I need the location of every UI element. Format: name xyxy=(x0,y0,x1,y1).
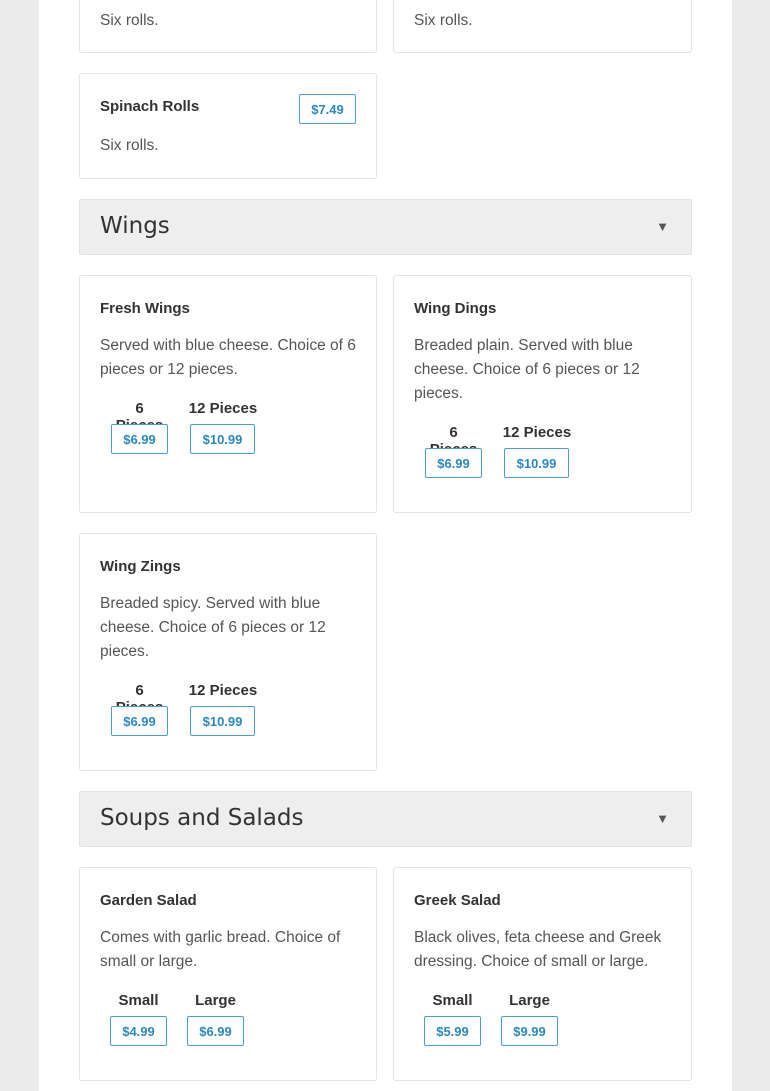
menu-item-card xyxy=(393,275,692,513)
size-label: 12 Pieces xyxy=(188,400,258,417)
menu-item-card xyxy=(393,867,692,1081)
description-line: pieces or 12 pieces. xyxy=(100,361,238,378)
item-title: Spinach Rolls xyxy=(100,98,200,115)
menu-item-card xyxy=(79,73,377,179)
price-button[interactable]: $5.99 xyxy=(424,1016,481,1046)
price-button[interactable]: $10.99 xyxy=(190,706,255,736)
chevron-down-icon: ▼ xyxy=(656,811,669,826)
menu-page xyxy=(39,0,732,1091)
price-button[interactable]: $4.99 xyxy=(110,1016,167,1046)
menu-item-card xyxy=(79,867,377,1081)
chevron-down-icon: ▼ xyxy=(656,219,669,234)
price-button[interactable]: $9.99 xyxy=(501,1016,558,1046)
description-line: Breaded plain. Served with blue xyxy=(414,337,633,354)
description-line: cheese. Choice of 6 pieces or 12 xyxy=(414,361,640,378)
menu-item-card xyxy=(79,533,377,771)
item-description xyxy=(100,926,340,974)
size-label: Large xyxy=(195,992,236,1009)
size-label: Large xyxy=(509,992,550,1009)
description-line: Served with blue cheese. Choice of 6 xyxy=(100,337,356,354)
menu-item-card xyxy=(79,0,377,53)
item-title: Wing Zings xyxy=(100,558,181,575)
menu-item-card xyxy=(79,275,377,513)
size-label: 6 xyxy=(449,424,458,441)
size-label: Small xyxy=(118,992,159,1009)
item-description: Six rolls. xyxy=(414,12,473,29)
size-label: 6 xyxy=(135,682,144,699)
item-description xyxy=(100,334,356,382)
price-button[interactable]: $10.99 xyxy=(504,448,569,478)
section-header-soups-and-salads[interactable] xyxy=(79,791,692,847)
price-button[interactable]: $6.99 xyxy=(187,1016,244,1046)
size-label: 6 xyxy=(135,400,144,417)
description-line: small or large. xyxy=(100,953,198,970)
price-button[interactable]: $6.99 xyxy=(111,706,168,736)
price-button[interactable]: $10.99 xyxy=(190,424,255,454)
item-description: Six rolls. xyxy=(100,12,159,29)
menu-item-card xyxy=(393,0,692,53)
price-button[interactable]: $7.49 xyxy=(299,94,356,124)
size-label: 12 Pieces xyxy=(502,424,572,441)
item-description: Six rolls. xyxy=(100,137,159,154)
item-title: Fresh Wings xyxy=(100,300,190,317)
item-title: Wing Dings xyxy=(414,300,497,317)
item-description xyxy=(414,334,640,406)
price-button[interactable]: $6.99 xyxy=(425,448,482,478)
section-title: Wings xyxy=(100,213,170,239)
section-title: Soups and Salads xyxy=(100,805,304,831)
description-line: cheese. Choice of 6 pieces or 12 xyxy=(100,619,326,636)
description-line: pieces. xyxy=(100,643,150,660)
item-description xyxy=(414,926,661,974)
description-line: pieces. xyxy=(414,385,464,402)
size-label: 12 Pieces xyxy=(188,682,258,699)
description-line: dressing. Choice of small or large. xyxy=(414,953,649,970)
item-title: Greek Salad xyxy=(414,892,501,909)
size-label: Small xyxy=(432,992,473,1009)
section-header-wings[interactable] xyxy=(79,199,692,255)
description-line: Black olives, feta cheese and Greek xyxy=(414,929,662,946)
price-button[interactable]: $6.99 xyxy=(111,424,168,454)
item-title: Garden Salad xyxy=(100,892,197,909)
item-description xyxy=(100,592,326,664)
description-line: Comes with garlic bread. Choice of xyxy=(100,929,341,946)
description-line: Breaded spicy. Served with blue xyxy=(100,595,321,612)
